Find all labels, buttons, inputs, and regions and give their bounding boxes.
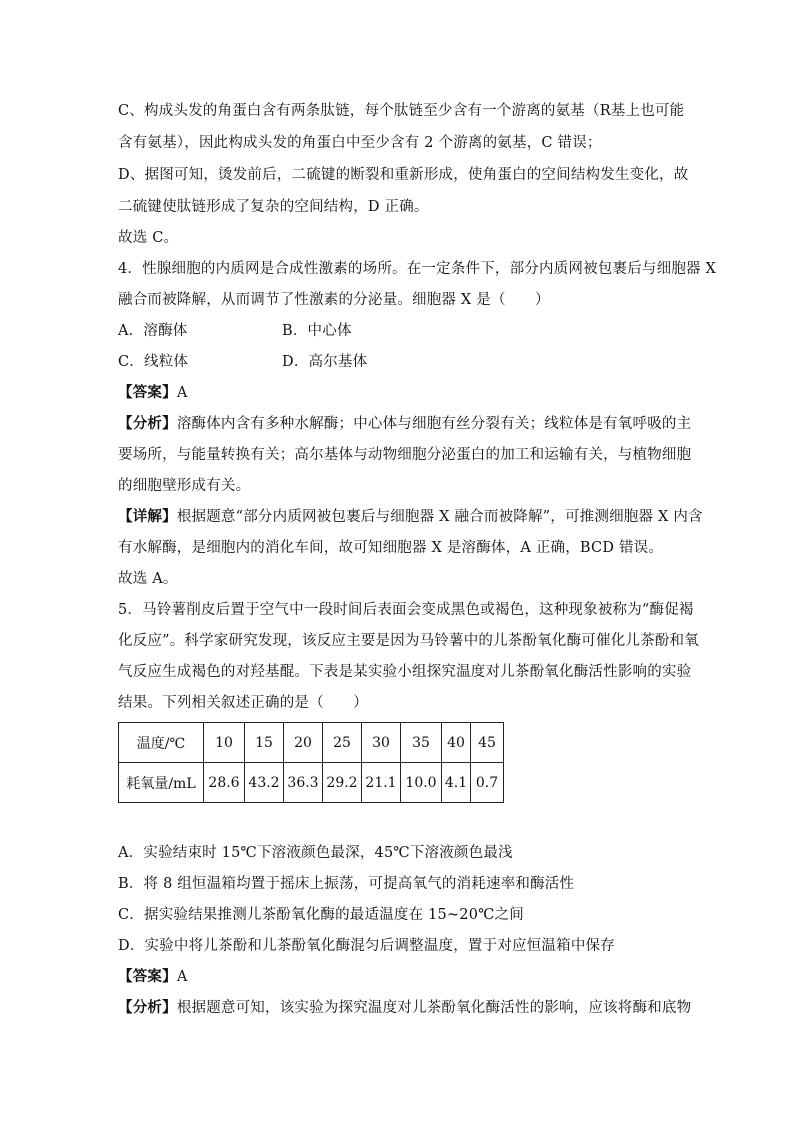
question-4-detail (118, 507, 703, 527)
text-line: 的细胞壁形成有关。 (118, 478, 251, 494)
analysis-text: 溶酶体内含有多种水解酶；中心体与细胞有丝分裂有关；线粒体是有氧呼吸的主 (176, 416, 692, 432)
table-cell: 30 (362, 723, 401, 763)
detail-text: 根据题意“部分内质网被包裹后与细胞器 X 融合而被降解”，可推测细胞器 X 内含 (176, 509, 703, 525)
question-5-option-c: C．据实验结果推测儿茶酚氧化酶的最适温度在 15~20℃之间 (118, 907, 524, 923)
table-header-oxygen: 耗氧量/mL (119, 763, 204, 803)
text-line: C、构成头发的角蛋白含有两条肽链，每个肽链至少含有一个游离的氨基（R基上也可能 (118, 103, 685, 119)
question-5-answer (118, 967, 187, 987)
text-line: 故选 A。 (118, 571, 178, 587)
text-line: 故选 C。 (118, 230, 179, 246)
answer-tag: 【答案】 (118, 968, 177, 985)
text-line: 含有氨基），因此构成头发的角蛋白中至少含有 2 个游离的氨基，C 错误； (118, 135, 602, 151)
table-cell: 40 (442, 723, 471, 763)
text-line: 要场所，与能量转换有关；高尔基体与动物细胞分泌蛋白的加工和运输有关，与植物细胞 (118, 447, 692, 463)
table-cell: 25 (323, 723, 362, 763)
table-cell: 45 (471, 723, 504, 763)
results-table (118, 722, 504, 803)
question-5-analysis (118, 998, 691, 1018)
table-cell: 4.1 (442, 763, 471, 803)
question-4-answer (118, 383, 187, 403)
question-4-stem: 4．性腺细胞的内质网是合成性激素的场所。在一定条件下，部分内质网被包裹后与细胞器 X (118, 261, 717, 277)
answer-value: A (176, 969, 188, 985)
question-5-stem: 化反应”。科学家研究发现，该反应主要是因为马铃薯中的儿茶酚氧化酶可催化儿茶酚和氧 (118, 633, 699, 649)
question-5-option-b: B．将 8 组恒温箱均置于摇床上振荡，可提高氧气的消耗速率和酶活性 (118, 876, 575, 892)
detail-tag: 【详解】 (118, 508, 177, 525)
text-line: 二硫键使肽链形成了复杂的空间结构，D 正确。 (118, 199, 429, 215)
text-line: D、据图可知，烫发前后，二硫键的断裂和重新形成，使角蛋白的空间结构发生变化，故 (118, 167, 689, 183)
table-cell: 35 (401, 723, 442, 763)
question-5-option-a: A．实验结束时 15℃下溶液颜色最深，45℃下溶液颜色最浅 (118, 845, 513, 861)
answer-tag: 【答案】 (118, 384, 177, 401)
question-4-stem: 融合而被降解，从而调节了性激素的分泌量。细胞器 X 是（ ） (118, 292, 550, 308)
question-5-stem: 5．马铃薯削皮后置于空气中一段时间后表面会变成黑色或褐色，这种现象被称为“酶促褐 (118, 602, 694, 618)
analysis-tag: 【分析】 (118, 415, 177, 432)
analysis-tag: 【分析】 (118, 999, 177, 1016)
question-5-stem: 气反应生成褐色的对羟基醌。下表是某实验小组探究温度对儿茶酚氧化酶活性影响的实验 (118, 664, 692, 680)
question-5-option-d: D．实验中将儿茶酚和儿茶酚氧化酶混匀后调整温度，置于对应恒温箱中保存 (118, 938, 615, 954)
table-row (119, 763, 504, 803)
question-4-analysis (118, 414, 691, 434)
table-cell: 29.2 (323, 763, 362, 803)
question-5-stem: 结果。下列相关叙述正确的是（ ） (118, 695, 368, 711)
table-header-temperature: 温度/℃ (119, 723, 204, 763)
table-cell: 28.6 (204, 763, 245, 803)
answer-value: A (176, 385, 188, 401)
analysis-text: 根据题意可知，该实验为探究温度对儿茶酚氧化酶活性的影响，应该将酶和底物 (176, 1000, 692, 1016)
table-cell: 0.7 (471, 763, 504, 803)
question-4-option-d: D．高尔基体 (282, 354, 368, 370)
question-4-option-c: C．线粒体 (118, 354, 189, 370)
text-line: 有水解酶，是细胞内的消化车间，故可知细胞器 X 是溶酶体，A 正确，BCD 错误。 (118, 540, 664, 556)
question-4-option-a: A．溶酶体 (118, 323, 188, 339)
table-row (119, 723, 504, 763)
table-cell: 20 (284, 723, 323, 763)
table-cell: 43.2 (245, 763, 284, 803)
table-cell: 10.0 (401, 763, 442, 803)
table-cell: 15 (245, 723, 284, 763)
table-cell: 10 (204, 723, 245, 763)
table-cell: 36.3 (284, 763, 323, 803)
question-4-option-b: B．中心体 (282, 323, 352, 339)
table-cell: 21.1 (362, 763, 401, 803)
